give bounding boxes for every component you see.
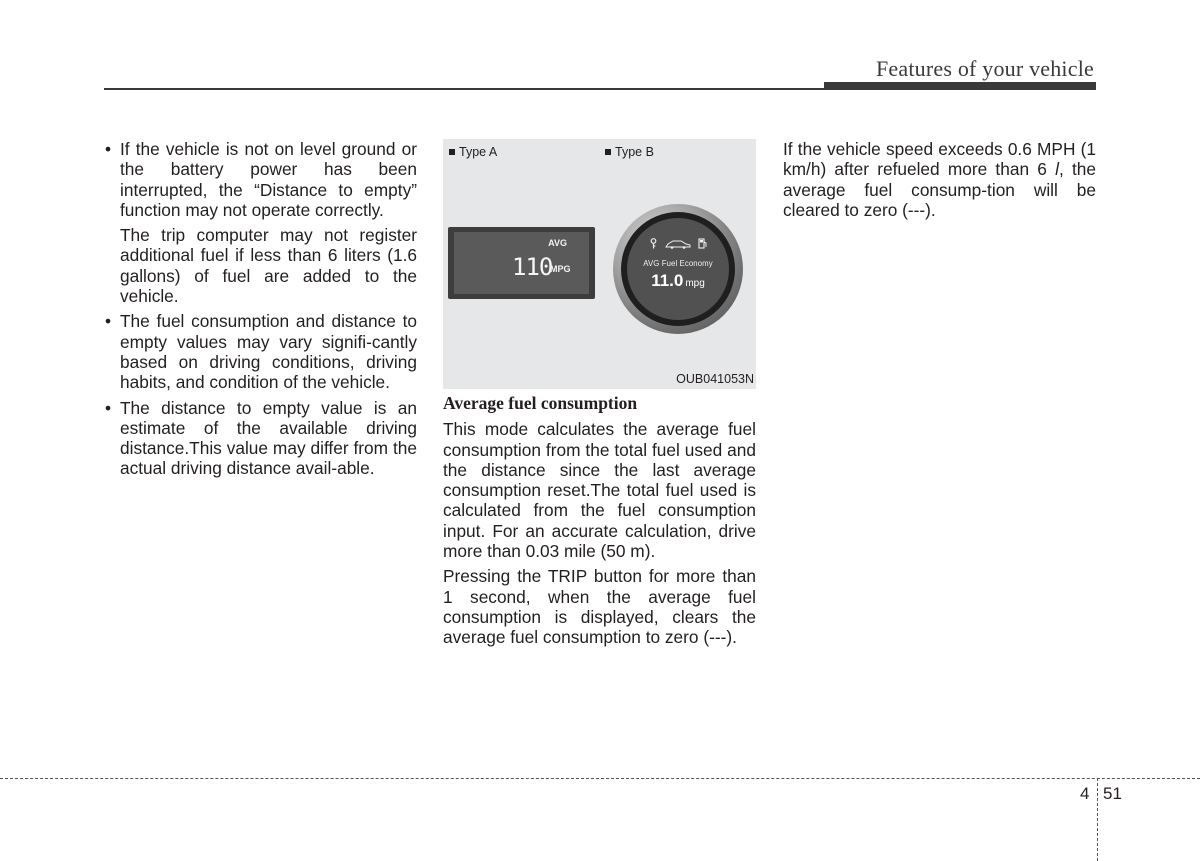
bullet-text: The fuel consumption and distance to empty values may vary signifi-cantly based on driving conditions, driving habits, and condition of the vehicle.: [120, 311, 417, 393]
bullet-text: If the vehicle is not on level ground or the battery power has been interrupted, the “Distance to empty” function may not operate correctly.: [120, 139, 417, 220]
gauge-title: AVG Fuel Economy: [643, 259, 713, 268]
section-heading: Average fuel consumption: [443, 393, 638, 413]
figure-code: OUB041053N: [676, 372, 754, 386]
bullet-sub-paragraph: The trip computer may not register additional fuel if less than 6 liters (1.6 gallons) of fuel are added to the vehicle.: [120, 225, 417, 307]
page-number: 51: [1103, 784, 1122, 803]
type-b-gauge: [613, 204, 743, 334]
fuel-pump-icon: [698, 238, 707, 252]
header-rule: [104, 88, 1096, 90]
chapter-number: 4: [1080, 784, 1090, 803]
paragraph: This mode calculates the average fuel consumption from the total fuel used and the distance since the last average consumption reset.The total fuel used is calculated from the fuel consumption input. For an accurate calculation, drive more than 0.03 mile (50 m).: [443, 419, 756, 562]
square-bullet-icon: [605, 149, 611, 155]
middle-column: [443, 393, 756, 653]
bullet-list: [104, 139, 417, 479]
right-column: [783, 139, 1096, 225]
header-title: Features of your vehicle: [875, 56, 1094, 81]
paragraph: Pressing the TRIP button for more than 1 second, when the average fuel consumption is displayed, clears the average fuel consumption to zero (---).: [443, 566, 756, 648]
footer-divider: [1097, 778, 1098, 861]
type-a-display: [448, 227, 595, 299]
avg-unit: MPG: [550, 264, 571, 274]
bullet-text: The distance to empty value is an estimate of the available driving distance.This value may differ from the actual driving distance avail-able.: [120, 397, 417, 479]
liter-unit: l: [1055, 159, 1059, 180]
figure-panel: [443, 139, 756, 389]
type-b-label: Type B: [605, 145, 654, 159]
left-column: [104, 139, 417, 484]
type-a-label: Type A: [449, 145, 497, 159]
avg-value: 110: [512, 253, 553, 281]
list-item: [104, 398, 417, 479]
key-icon: [649, 238, 658, 252]
footer-rule: [0, 778, 1200, 779]
gauge-value: 11.0 mpg: [651, 271, 705, 290]
paragraph: If the vehicle speed exceeds 0.6 MPH (1 km/h) after refueled more than 6 l, the average fuel consump-tion will be cleared to zero (---).: [783, 139, 1096, 220]
avg-tag: AVG: [548, 238, 567, 248]
list-item: [104, 139, 417, 220]
car-icon: [665, 239, 691, 252]
list-item: [104, 311, 417, 392]
square-bullet-icon: [449, 149, 455, 155]
